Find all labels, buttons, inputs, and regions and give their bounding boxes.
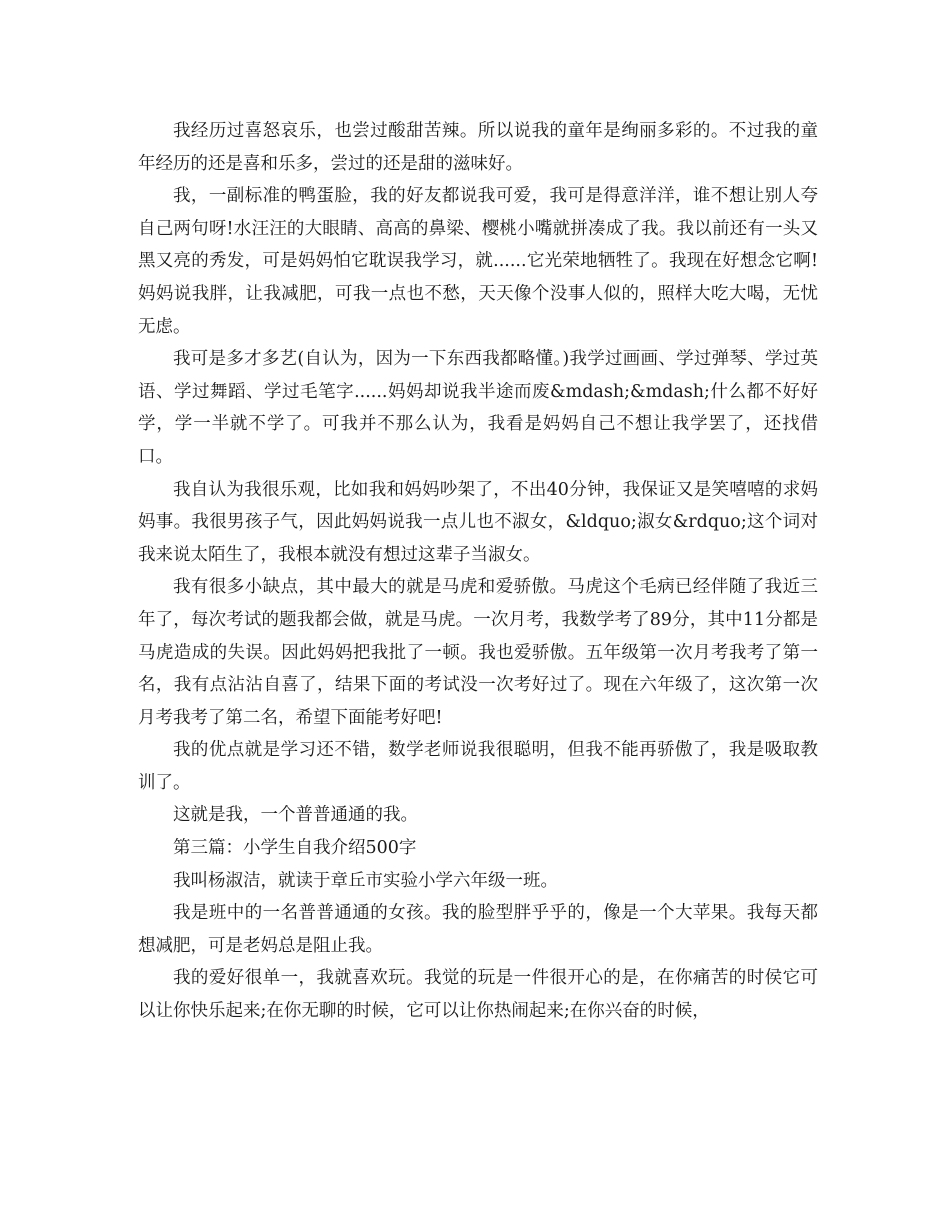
paragraph-3: 我可是多才多艺(自认为，因为一下东西我都略懂。)我学过画画、学过弹琴、学过英语、学过舞蹈、学过毛笔字......妈妈却说我半途而废&mdash;&mdash;什么都不好好学，学一半就不学了。可我并不那么认为，我看是妈妈自己不想让我学罢了，还找借口。 xyxy=(138,349,818,467)
paragraph-5: 我有很多小缺点，其中最大的就是马虎和爱骄傲。马虎这个毛病已经伴随了我近三年了，每次考试的题我都会做，就是马虎。一次月考，我数学考了89分，其中11分都是马虎造成的失误。因此妈妈把我批了一顿。我也爱骄傲。五年级第一次月考我考了第一名，我有点沾沾自喜了，结果下面的考试没一次考好过了。现在六年级了，这次第一次月考我考了第二名，希望下面能考好吧! xyxy=(138,577,818,728)
paragraph-1: 我经历过喜怒哀乐，也尝过酸甜苦辣。所以说我的童年是绚丽多彩的。不过我的童年经历的还是喜和乐多，尝过的还是甜的滋味好。 xyxy=(138,121,818,174)
paragraph-4: 我自认为我很乐观，比如我和妈妈吵架了，不出40分钟，我保证又是笑嘻嘻的求妈妈事。我很男孩子气，因此妈妈说我一点儿也不淑女，&ldquo;淑女&rdquo;这个词对我来说太陌生了，我根本就没有想过这辈子当淑女。 xyxy=(138,479,818,565)
paragraph-7: 这就是我，一个普普通通的我。 xyxy=(173,805,418,826)
paragraph-2: 我，一副标准的鸭蛋脸，我的好友都说我可爱，我可是得意洋洋，谁不想让别人夸自己两句呀!水汪汪的大眼睛、高高的鼻梁、樱桃小嘴就拼凑成了我。我以前还有一头又黑又亮的秀发，可是妈妈怕它耽误我学习，就......它光荣地牺牲了。我现在好想念它啊!妈妈说我胖，让我减肥，可我一点也不愁，天天像个没事人似的，照样大吃大喝，无忧无虑。 xyxy=(138,186,818,337)
document-body xyxy=(138,115,818,1028)
section-heading: 第三篇：小学生自我介绍500字 xyxy=(173,838,417,859)
paragraph-10: 我的爱好很单一，我就喜欢玩。我觉的玩是一件很开心的是，在你痛苦的时侯它可以让你快乐起来;在你无聊的时候，它可以让你热闹起来;在你兴奋的时候， xyxy=(138,968,818,1022)
paragraph-6: 我的优点就是学习还不错，数学老师说我很聪明，但我不能再骄傲了，我是吸取教训了。 xyxy=(138,740,818,793)
paragraph-8: 我叫杨淑洁，就读于章丘市实验小学六年级一班。 xyxy=(173,870,558,891)
paragraph-9: 我是班中的一名普普通通的女孩。我的脸型胖乎乎的，像是一个大苹果。我每天都想减肥，可是老妈总是阻止我。 xyxy=(138,903,818,956)
